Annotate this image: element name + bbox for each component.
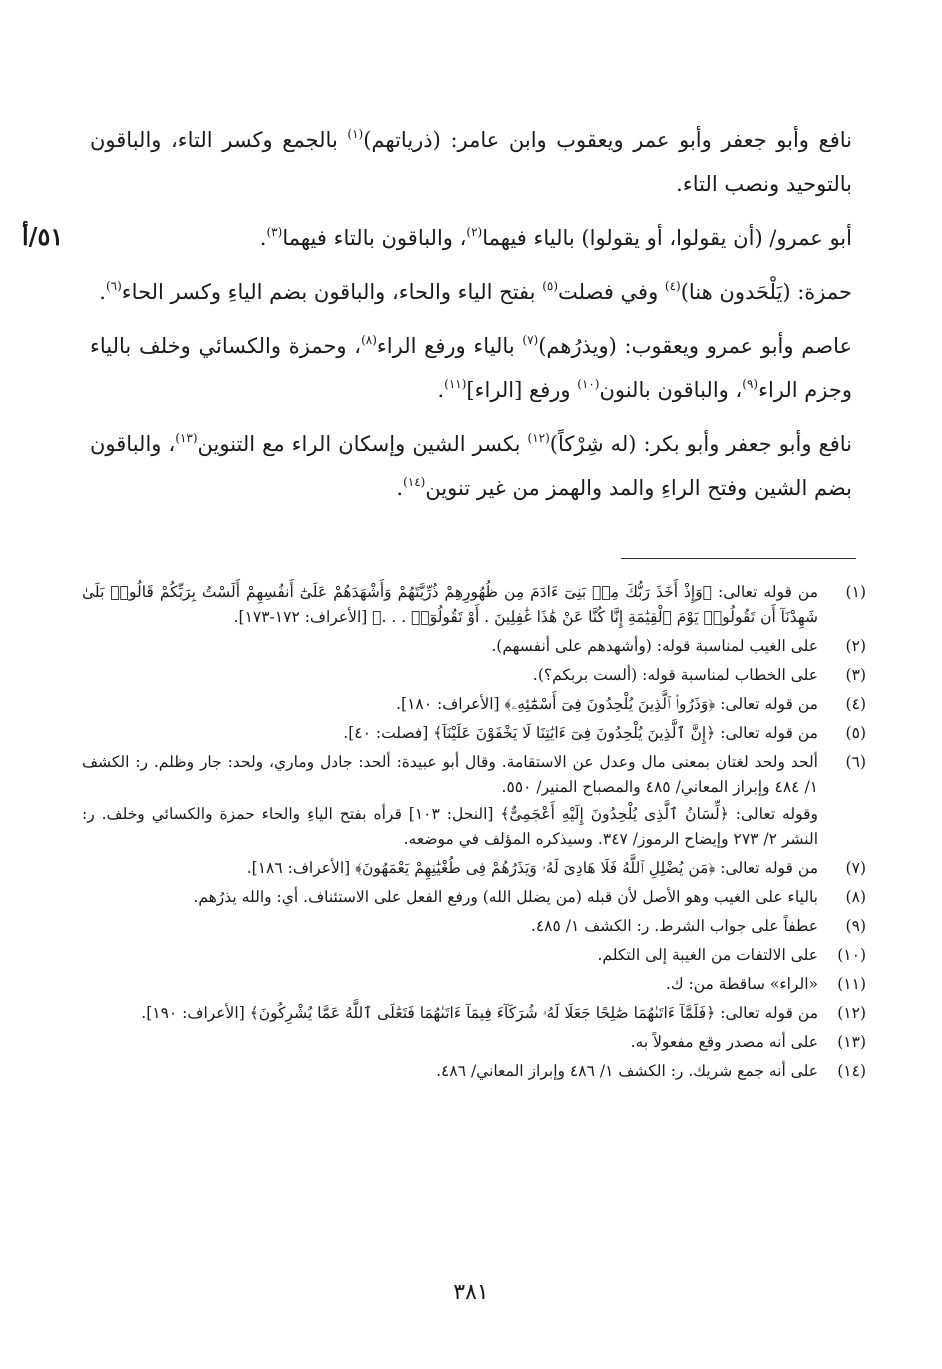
- footnote-marker: (١٣): [175, 431, 198, 445]
- footnote-text: على الخطاب لمناسبة قوله: (ألست بربكم؟).: [532, 666, 818, 684]
- text-segment: عاصم وأبو عمرو ويعقوب: (ويذرُهم): [538, 334, 852, 358]
- text-segment: ، والباقون بضم الشين وفتح الراءِ والمد والهمز من غير تنوين: [90, 432, 852, 500]
- footnote-separator: [621, 558, 856, 559]
- text-segment: أبو عمرو/ (أن يقولوا، أو يقولوا) بالياء فيهما: [482, 226, 852, 250]
- footnote: [82, 914, 866, 939]
- footnote-text: على الغيب لمناسبة قوله: (وأشهدهم على أنفسهم).: [491, 637, 818, 655]
- footnote-number: (٥): [845, 724, 866, 742]
- footnote-number: (٣): [845, 666, 866, 684]
- footnote-marker: (١): [347, 127, 364, 141]
- text-segment: بفتح الياء والحاء، والباقون بضم الياءِ وكسر الحاء: [121, 280, 543, 304]
- footnote: [82, 972, 866, 997]
- footnote-body: [82, 750, 818, 852]
- footnote-text: على الالتفات من الغيبة إلى التكلم.: [597, 946, 818, 964]
- footnote-marker: (١٢): [527, 431, 550, 445]
- footnote-number: (١١): [837, 975, 866, 993]
- footnote-number: (١٣): [837, 1033, 866, 1051]
- page-number: ٣٨١: [453, 1280, 489, 1305]
- footnote-text: على أنه مصدر وقع مفعولاً به.: [630, 1033, 818, 1051]
- text-segment: وفي فصلت: [558, 280, 665, 304]
- footnote-text: «الراء» ساقطة من: ك.: [665, 975, 818, 993]
- text-segment: .: [396, 476, 404, 500]
- margin-folio-reference: ٥١/أ: [22, 222, 64, 251]
- footnote-marker: (١٠): [577, 377, 600, 391]
- footnote-text: من قوله تعالى: ﴿مَن يُضْلِلِ ٱللَّهُ فَلَا هَادِىَ لَهُۥ وَيَذَرُهُمْ فِى طُغْيَٰنِهِمْ يَعْمَهُونَ﴾ [الأعراف: ١٨٦].: [246, 859, 818, 877]
- footnote-number: (١): [845, 583, 866, 601]
- footnote-body: [82, 972, 818, 997]
- footnote-marker: (٦): [105, 279, 122, 293]
- footnote-text: من قوله تعالى: ﴿إِنَّ ٱلَّذِينَ يُلْحِدُونَ فِىٓ ءَايَٰتِنَا لَا يَخْفَوْنَ عَلَيْنَآ﴾ [فصلت: ٤٠].: [343, 724, 818, 742]
- footnote-marker: (٥): [542, 279, 559, 293]
- footnote: [82, 1059, 866, 1084]
- footnote-text: ألحد ولحد لغتان بمعنى مال وعدل عن الاستقامة. وقال أبو عبيدة: ألحد: جادل وماري، ولحد: جار وظلم. ر: الكشف ١/ ٤٨٤ وإبراز المعاني/ ٤٨٥ والمصباح المنير/ ٥٥٠.: [82, 753, 818, 796]
- footnote-number: (٢): [845, 637, 866, 655]
- footnote-number: (١٤): [837, 1062, 866, 1080]
- text-segment: .: [259, 226, 267, 250]
- footnote-marker: (١٤): [403, 475, 426, 489]
- footnote-marker: (٧): [522, 333, 539, 347]
- footnote-text: على أنه جمع شريك. ر: الكشف ١/ ٤٨٦ وإبراز المعاني/ ٤٨٦.: [436, 1062, 818, 1080]
- text-segment: نافع وأبو جعفر وأبو بكر: (له شِرْكاً): [549, 432, 852, 456]
- footnote-marker: (٢): [466, 225, 483, 239]
- footnote-body: [82, 856, 818, 881]
- footnote-body: [82, 721, 818, 746]
- footnote: [82, 885, 866, 910]
- footnote-text: بالياء على الغيب وهو الأصل لأن قبله (من يضلل الله) ورفع الفعل على الاستئناف. أي: والله يذرُهم.: [193, 888, 818, 906]
- text-segment: بكسر الشين وإسكان الراء مع التنوين: [197, 432, 528, 456]
- footnote: [82, 663, 866, 688]
- footnote-body: [82, 885, 818, 910]
- footnote-number: (٤): [845, 695, 866, 713]
- footnote-number: (٩): [845, 917, 866, 935]
- footnote: [82, 721, 866, 746]
- footnote-marker: (٤): [664, 279, 681, 293]
- footnote-body: [82, 634, 818, 659]
- text-segment: .: [99, 280, 106, 304]
- footnote: [82, 1001, 866, 1026]
- footnotes: [82, 580, 866, 1088]
- text-segment: بالجمع وكسر التاء، والباقون بالتوحيد ونصب التاء.: [90, 128, 852, 196]
- footnote-text: من قوله تعالى: ﴿وَإِذْ أَخَذَ رَبُّكَ مِنۢ بَنِىٓ ءَادَمَ مِن ظُهُورِهِمْ ذُرِّيَّتَهُمْ وَأَشْهَدَهُمْ عَلَىٰٓ أَنفُسِهِمْ أَلَسْتُ بِرَبِّكُمْ قَالُوا۟ بَلَىٰ شَهِدْنَآ أَن تَقُولُوا۟ يَوْمَ ٱلْقِيَٰمَةِ إِنَّا كُنَّا عَنْ هَٰذَا غَٰفِلِينَ . أَوْ تَقُولُوٓا۟ . . .﴾ [الأعراف: ١٧٢-١٧٣].: [82, 583, 818, 626]
- paragraph: [90, 324, 852, 412]
- text-segment: حمزة: (يَلْحَدون هنا): [680, 280, 852, 304]
- text-segment: بالياء ورفع الراء: [376, 334, 523, 358]
- footnote-body: [82, 580, 818, 630]
- footnote: [82, 1030, 866, 1055]
- footnote-number: (٦): [845, 753, 866, 771]
- footnote-body: [82, 1059, 818, 1084]
- footnote-body: [82, 692, 818, 717]
- footnote-body: [82, 663, 818, 688]
- footnote-body: [82, 943, 818, 968]
- footnote-continuation: وقوله تعالى: ﴿لِّسَانُ ٱلَّذِى يُلْحِدُونَ إِلَيْهِ أَعْجَمِىٌّ﴾ [النحل: ١٠٣] قرأه بفتح الياءِ والحاء حمزة والكسائي وخلف. ر: النشر ٢/ ٢٧٣ وإيضاح الرموز/ ٣٤٧. وسيذكره المؤلف في موضعه.: [82, 805, 818, 848]
- text-segment: ، والباقون بالتاء فيهما: [282, 226, 467, 250]
- footnote-text: عطفاً على جواب الشرط. ر: الكشف ١/ ٤٨٥.: [530, 917, 818, 935]
- footnote: [82, 750, 866, 852]
- footnote-marker: (١١): [444, 377, 467, 391]
- footnote-number: (١٢): [837, 1004, 866, 1022]
- footnote-body: [82, 1030, 818, 1055]
- main-text: [90, 118, 852, 520]
- paragraph: [90, 270, 852, 314]
- footnote-text: من قوله تعالى: ﴿وَذَرُوا۟ ٱلَّذِينَ يُلْحِدُونَ فِىٓ أَسْمَٰٓئِهِۦ﴾ [الأعراف: ١٨٠].: [396, 695, 818, 713]
- footnote-marker: (٩): [742, 377, 759, 391]
- footnote-text: من قوله تعالى: ﴿فَلَمَّآ ءَاتَىٰهُمَا صَٰلِحًا جَعَلَا لَهُۥ شُرَكَآءَ فِيمَآ ءَاتَىٰهُمَا فَتَعَٰلَى ٱللَّهُ عَمَّا يُشْرِكُونَ﴾ [الأعراف: ١٩٠].: [141, 1004, 818, 1022]
- footnote-marker: (٣): [266, 225, 283, 239]
- footnote: [82, 634, 866, 659]
- footnote-body: [82, 1001, 818, 1026]
- text-segment: نافع وأبو جعفر وأبو عمر ويعقوب وابن عامر: (ذرياتهم): [363, 128, 853, 152]
- paragraph: [90, 422, 852, 510]
- footnote-marker: (٨): [361, 333, 377, 347]
- footnote: [82, 856, 866, 881]
- text-segment: .: [437, 378, 445, 402]
- footnote: [82, 580, 866, 630]
- text-segment: ، والباقون بالنون: [599, 378, 743, 402]
- footnote: [82, 692, 866, 717]
- footnote-number: (١٠): [837, 946, 866, 964]
- footnote-body: [82, 914, 818, 939]
- text-segment: ، وحمزة والكسائي وخلف بالياء وجزم الراء: [90, 334, 852, 402]
- footnote-number: (٨): [845, 888, 866, 906]
- footnote: [82, 943, 866, 968]
- paragraph: [90, 216, 852, 260]
- paragraph: [90, 118, 852, 206]
- text-segment: ورفع [الراء]: [466, 378, 578, 402]
- footnote-number: (٧): [845, 859, 866, 877]
